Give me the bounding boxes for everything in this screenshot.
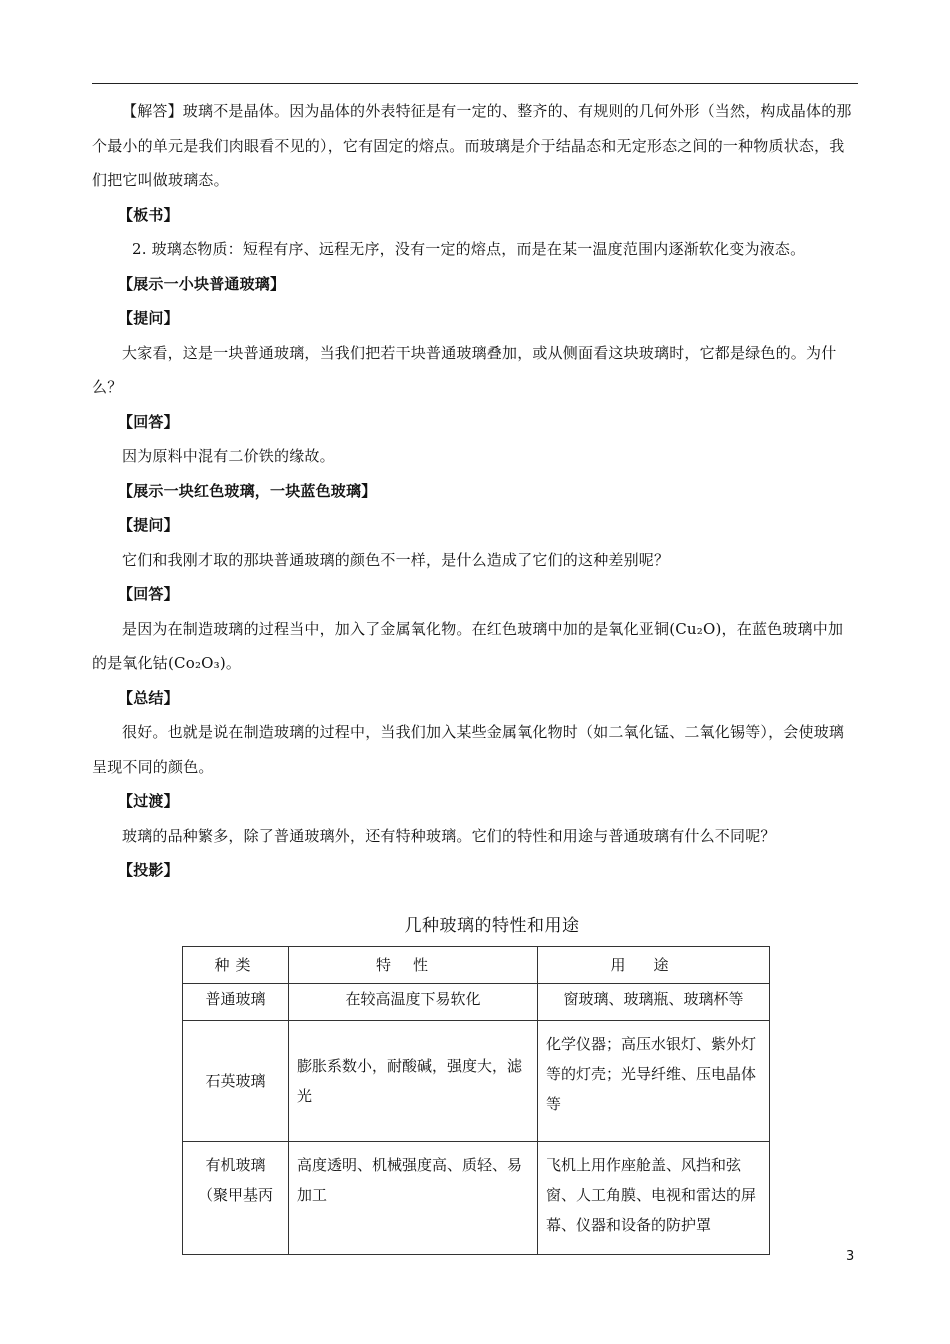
cell-property: 高度透明、机械强度高、质轻、易加工 xyxy=(289,1142,538,1255)
paragraph-ferrous-iron: 因为原料中混有二价铁的缘故。 xyxy=(122,447,335,465)
label-show-colored-glass: 【展示一块红色玻璃，一块蓝色玻璃】 xyxy=(118,481,377,500)
table-row xyxy=(183,1021,770,1142)
cell-type: 石英玻璃 xyxy=(183,1021,289,1142)
paragraph-glassy-state: 2. 玻璃态物质：短程有序、远程无序，没有一定的熔点，而是在某一温度范围内逐渐软化变为液态。 xyxy=(132,240,806,258)
cell-property: 在较高温度下易软化 xyxy=(289,984,538,1021)
glass-properties-table xyxy=(182,946,770,1255)
paragraph-special-glass: 玻璃的品种繁多，除了普通玻璃外，还有特种玻璃。它们的特性和用途与普通玻璃有什么不同呢？ xyxy=(122,826,776,845)
label-answer-1: 【回答】 xyxy=(118,412,179,431)
label-transition: 【过渡】 xyxy=(118,792,179,810)
cell-property: 膨胀系数小，耐酸碱，强度大，滤光 xyxy=(289,1021,538,1142)
table-row xyxy=(183,984,770,1021)
paragraph-summary: 很好。也就是说在制造玻璃的过程中，当我们加入某些金属氧化物时（如二氧化锰、二氧化锡等），会使玻璃呈现不同的颜色。 xyxy=(92,723,845,776)
cell-use: 窗玻璃、玻璃瓶、玻璃杯等 xyxy=(538,984,770,1021)
label-answer-2: 【回答】 xyxy=(118,585,179,603)
header-use: 用途 xyxy=(538,947,770,984)
table-title: 几种玻璃的特性和用途 xyxy=(404,916,580,936)
header-property: 特性 xyxy=(289,947,538,984)
cell-use: 飞机上用作座舱盖、风挡和弦窗、人工角膜、电视和雷达的屏幕、仪器和设备的防护罩 xyxy=(538,1142,770,1255)
label-question-1: 【提问】 xyxy=(118,309,179,327)
cell-type: 普通玻璃 xyxy=(183,984,289,1021)
page-number: 3 xyxy=(846,1249,855,1264)
table-header-row xyxy=(183,947,770,984)
document-body xyxy=(92,94,858,888)
label-show-ordinary-glass: 【展示一小块普通玻璃】 xyxy=(118,274,286,293)
header-type: 种类 xyxy=(183,947,289,984)
label-summary: 【总结】 xyxy=(118,688,179,707)
cell-use: 化学仪器；高压水银灯、紫外灯等的灯壳；光导纤维、压电晶体等 xyxy=(538,1021,770,1142)
label-blackboard: 【板书】 xyxy=(118,205,179,224)
table-row xyxy=(183,1142,770,1255)
label-question-2: 【提问】 xyxy=(118,516,179,534)
paragraph-color-difference: 它们和我刚才取的那块普通玻璃的颜色不一样，是什么造成了它们的这种差别呢？ xyxy=(122,550,670,569)
label-projection: 【投影】 xyxy=(118,861,179,879)
paragraph-metal-oxides: 是因为在制造玻璃的过程当中，加入了金属氧化物。在红色玻璃中加的是氧化亚铜(Cu₂O)，在蓝色玻璃中加的是氧化钴(Co₂O₃)。 xyxy=(92,619,844,672)
paragraph-green-glass: 大家看，这是一块普通玻璃，当我们把若干块普通玻璃叠加，或从侧面看这块玻璃时，它都是绿色的。为什么？ xyxy=(92,343,837,396)
cell-type: 有机玻璃（聚甲基丙 xyxy=(183,1142,289,1255)
header-rule xyxy=(92,83,858,84)
paragraph-answer-glass: 【解答】玻璃不是晶体。因为晶体的外表特征是有一定的、整齐的、有规则的几何外形（当然，构成晶体的那个最小的单元是我们肉眼看不见的），它有固定的熔点。而玻璃是介于结晶态和无定形态之间的一种物质状态，我们把它叫做玻璃态。 xyxy=(92,102,852,189)
